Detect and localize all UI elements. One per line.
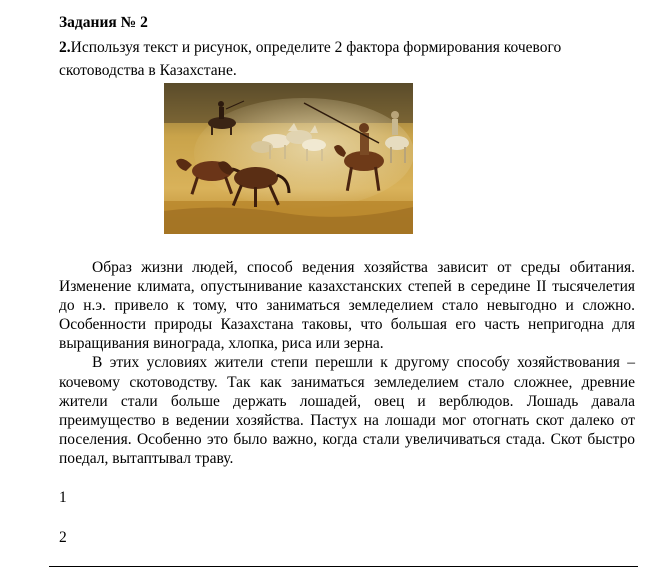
dust-cloud — [194, 98, 413, 208]
passage — [59, 258, 635, 468]
question — [59, 36, 639, 82]
answer-number-1: 1 — [59, 489, 67, 506]
answer-underline — [49, 566, 638, 567]
question-number: 2. — [59, 39, 71, 56]
painting-illustration — [164, 83, 413, 234]
nomad-herd-painting — [164, 83, 413, 234]
answer-number-2: 2 — [59, 529, 67, 546]
task-heading: Задания № 2 — [59, 14, 148, 31]
passage-paragraph-2: В этих условиях жители степи перешли к другому способу хозяйствования –кочевому скотоводству. Так как заниматься земледелием стало сложнее, древние жители стали больше держать лошадей, овец и верблюдов. Лошадь давала преимущество в ведении хозяйства. Пастух на лошади мог отогнать скот далеко от поселения. Особенно это было важно, когда стали увеличиваться стада. Скот быстро поедал, вытаптывал траву. — [59, 354, 635, 467]
question-text: Используя текст и рисунок, определите 2 фактора формирования кочевого скотоводства в Казахстане. — [59, 39, 562, 79]
passage-paragraph-1: Образ жизни людей, способ ведения хозяйства зависит от среды обитания. Изменение климата, опустынивание казахстанских степей в середине II тысячелетия до н.э. привело к тому, что заниматься земледелием стало невыгодно и сложно. Особенности природы Казахстана таковы, что большая его часть непригодна для выращивания винограда, хлопка, риса или зерна. — [59, 259, 635, 353]
